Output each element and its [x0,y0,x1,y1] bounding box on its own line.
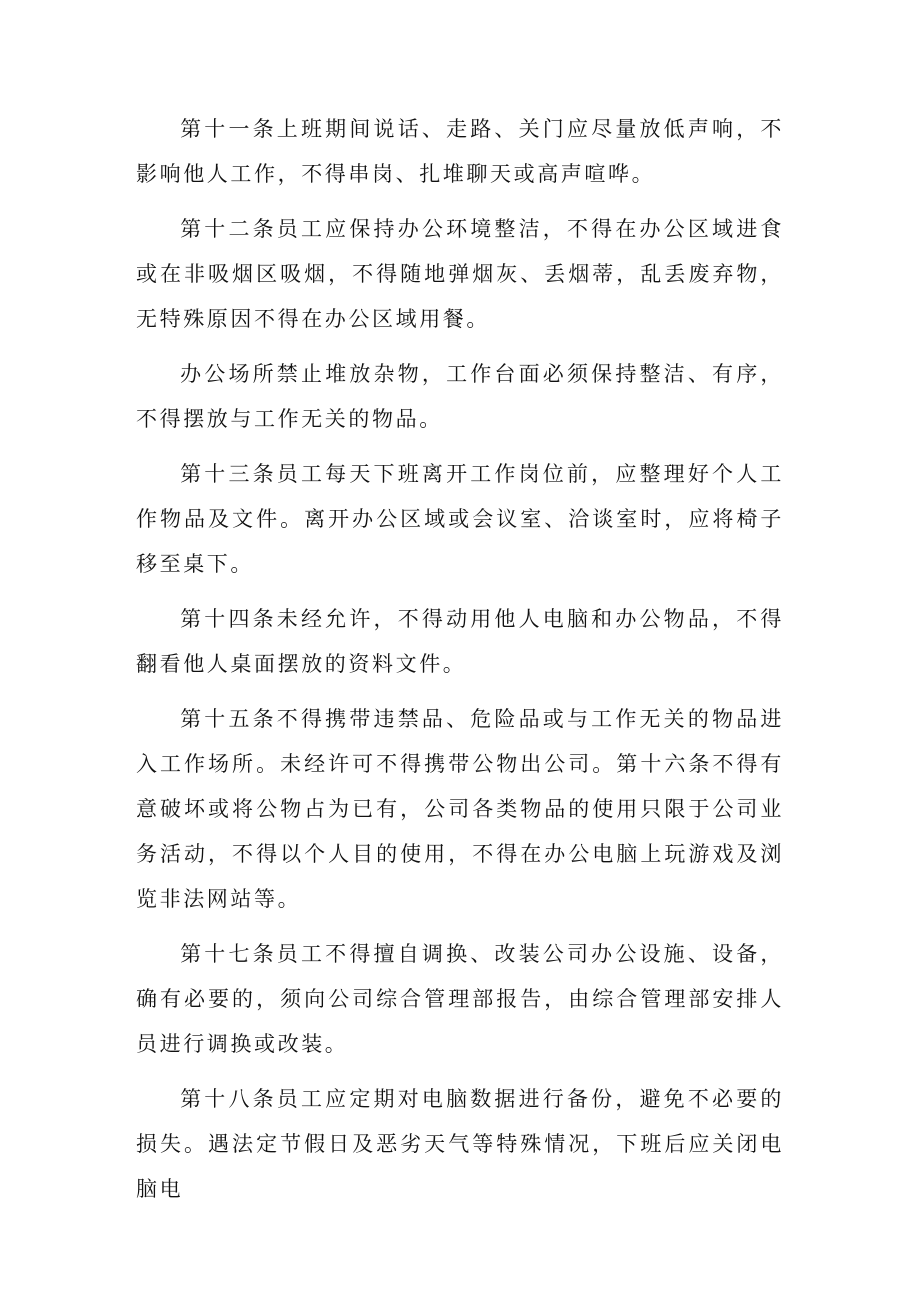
paragraph-article-11: 第十一条上班期间说话、走路、关门应尽量放低声响，不影响他人工作，不得串岗、扎堆聊天或高声喧哗。 [136,117,784,186]
document-body [136,107,784,1222]
paragraph-office-clutter: 办公场所禁止堆放杂物，工作台面必须保持整洁、有序，不得摆放与工作无关的物品。 [136,362,784,431]
paragraph-article-12: 第十二条员工应保持办公环境整洁，不得在办公区域进食或在非吸烟区吸烟，不得随地弹烟灰、丢烟蒂，乱丢废弃物，无特殊原因不得在办公区域用餐。 [136,217,784,331]
paragraph-article-18: 第十八条员工应定期对电脑数据进行备份，避免不必要的损失。遇法定节假日及恶劣天气等特殊情况，下班后应关闭电脑电 [136,1087,784,1201]
paragraph-article-13: 第十三条员工每天下班离开工作岗位前，应整理好个人工作物品及文件。离开办公区域或会议室、洽谈室时，应将椅子移至桌下。 [136,462,784,576]
paragraph-article-15-16: 第十五条不得携带违禁品、危险品或与工作无关的物品进入工作场所。未经许可不得携带公物出公司。第十六条不得有意破坏或将公物占为已有，公司各类物品的使用只限于公司业务活动，不得以个人目的使用，不得在办公电脑上玩游戏及浏览非法网站等。 [136,707,784,911]
paragraph-article-17: 第十七条员工不得擅自调换、改装公司办公设施、设备，确有必要的，须向公司综合管理部报告，由综合管理部安排人员进行调换或改装。 [136,942,784,1056]
paragraph-article-14: 第十四条未经允许，不得动用他人电脑和办公物品，不得翻看他人桌面摆放的资料文件。 [136,607,784,676]
